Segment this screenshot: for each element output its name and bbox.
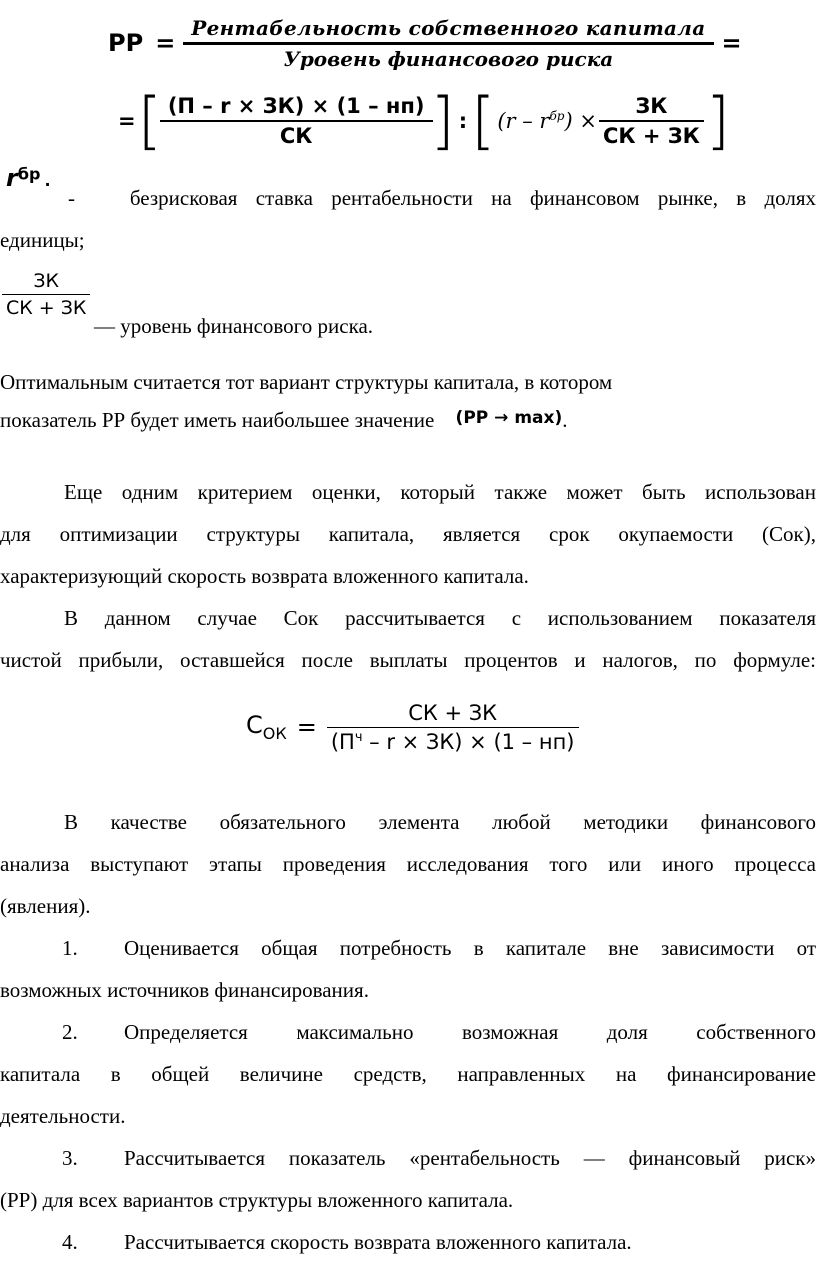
payback-line3: характеризующий скорость возврата вложенного капитала. — [0, 564, 529, 588]
risk-den: СК + ЗК — [2, 294, 90, 319]
cok-eq: = — [296, 713, 317, 741]
rr-numerator: Рентабельность собственного капитала — [191, 15, 706, 40]
cok-fraction — [327, 701, 579, 754]
optimal-end: . — [562, 408, 568, 432]
rbr-r: r — [6, 164, 18, 192]
cok-num: СК + ЗК — [408, 700, 498, 725]
risk-fraction — [2, 270, 90, 319]
step-1-line2: возможных источников финансирования. — [0, 978, 369, 1002]
step-1-num: 1. — [62, 936, 78, 960]
formula-rr-row2 — [118, 86, 730, 156]
risk-num: ЗК — [33, 270, 60, 292]
rr-frac2-den: СК + ЗК — [599, 120, 704, 148]
cok-den-sup: ч — [354, 729, 363, 745]
cok-den-a: (П — [330, 729, 355, 754]
rr-fraction-2 — [599, 94, 704, 148]
calc-line2: чистой прибыли, оставшейся после выплаты процентов и налогов, по формуле: — [0, 648, 816, 672]
rr-fraction-1 — [164, 94, 429, 148]
optimal-line2-text: показатель РР будет иметь наибольшее значение — [0, 408, 435, 432]
stages-line3: (явления). — [0, 894, 91, 918]
step-3-line2: (РР) для всех вариантов структуры вложенного капитала. — [0, 1188, 514, 1212]
optimal-line1: Оптимальным считается тот вариант структуры капитала, в котором — [0, 370, 613, 394]
step-2-num: 2. — [62, 1020, 78, 1044]
cok-den — [327, 727, 579, 754]
step-4-num: 4. — [62, 1230, 78, 1254]
left-bracket-2: [ — [471, 84, 496, 157]
payback-line2: для оптимизации структуры капитала, является срок окупаемости (Сок), — [0, 522, 816, 546]
step-4-line1: Рассчитывается скорость возврата вложенного капитала. — [124, 1230, 632, 1254]
step-3-line1: Рассчитывается показатель «рентабельность — финансовый риск» — [124, 1146, 816, 1170]
rr-term2-sup: бр — [549, 109, 565, 123]
risk-def-text: — уровень финансового риска. — [94, 314, 374, 338]
rbr-dot: . — [44, 171, 51, 190]
rr-eq-trailing: = — [721, 29, 742, 57]
step-3-num: 3. — [62, 1146, 78, 1170]
rr-lhs: РР — [108, 29, 144, 57]
rr-divide: : — [458, 109, 468, 133]
rr-frac2-num: ЗК — [635, 94, 668, 118]
cok-lhs-c: С — [246, 711, 263, 740]
step-2-line2: капитала в общей величине средств, направленных на финансирование — [0, 1062, 816, 1086]
rbr-def-line2: единицы; — [0, 228, 85, 252]
optimal-line2 — [0, 408, 568, 433]
calc-line1: В данном случае Сок рассчитывается с использованием показателя — [64, 606, 816, 630]
step-1-line1: Оценивается общая потребность в капитале вне зависимости от — [124, 936, 816, 960]
rbr-def-text: безрисковая ставка рентабельности на финансовом рынке, в долях — [129, 186, 816, 210]
rr-frac1-den: СК — [160, 120, 433, 148]
rbr-symbol — [6, 164, 51, 192]
stages-line1: В качестве обязательного элемента любой методики финансового — [64, 810, 816, 834]
rr-term2-end: ) × — [564, 109, 597, 133]
right-bracket-2: ] — [705, 84, 731, 157]
cok-lhs — [246, 711, 287, 743]
cok-den-b: – r × ЗК) × (1 – нп) — [362, 729, 575, 754]
left-bracket-1: [ — [137, 84, 162, 157]
stages-line2: анализа выступают этапы проведения исследования того или иного процесса — [0, 852, 816, 876]
optimal-formula: (РР → max) — [455, 408, 563, 428]
risk-frac — [2, 270, 90, 319]
formula-cok — [246, 688, 579, 766]
rr-main-fraction — [187, 16, 709, 71]
payback-line1: Еще одним критерием оценки, который также может быть использован — [64, 480, 816, 504]
rbr-sup: бр — [17, 164, 41, 184]
step-2-line1: Определяется максимально возможная доля собственного — [124, 1020, 816, 1044]
cok-lhs-sub: ОК — [262, 723, 287, 743]
right-bracket-1: ] — [430, 84, 455, 157]
rr-frac1-num: (П – r × ЗК) × (1 – нп) — [167, 94, 425, 118]
rr-term2-start: (r – r — [497, 109, 550, 133]
rr-row2-eq: = — [118, 109, 136, 133]
step-2-line3: деятельности. — [0, 1104, 126, 1128]
rbr-dash: - — [68, 186, 75, 210]
rr-eq: = — [155, 29, 176, 57]
rr-term2 — [497, 109, 597, 133]
rbr-def-line1 — [68, 186, 816, 211]
formula-rr-row1 — [108, 6, 742, 80]
rr-denominator: Уровень финансового риска — [183, 42, 713, 71]
